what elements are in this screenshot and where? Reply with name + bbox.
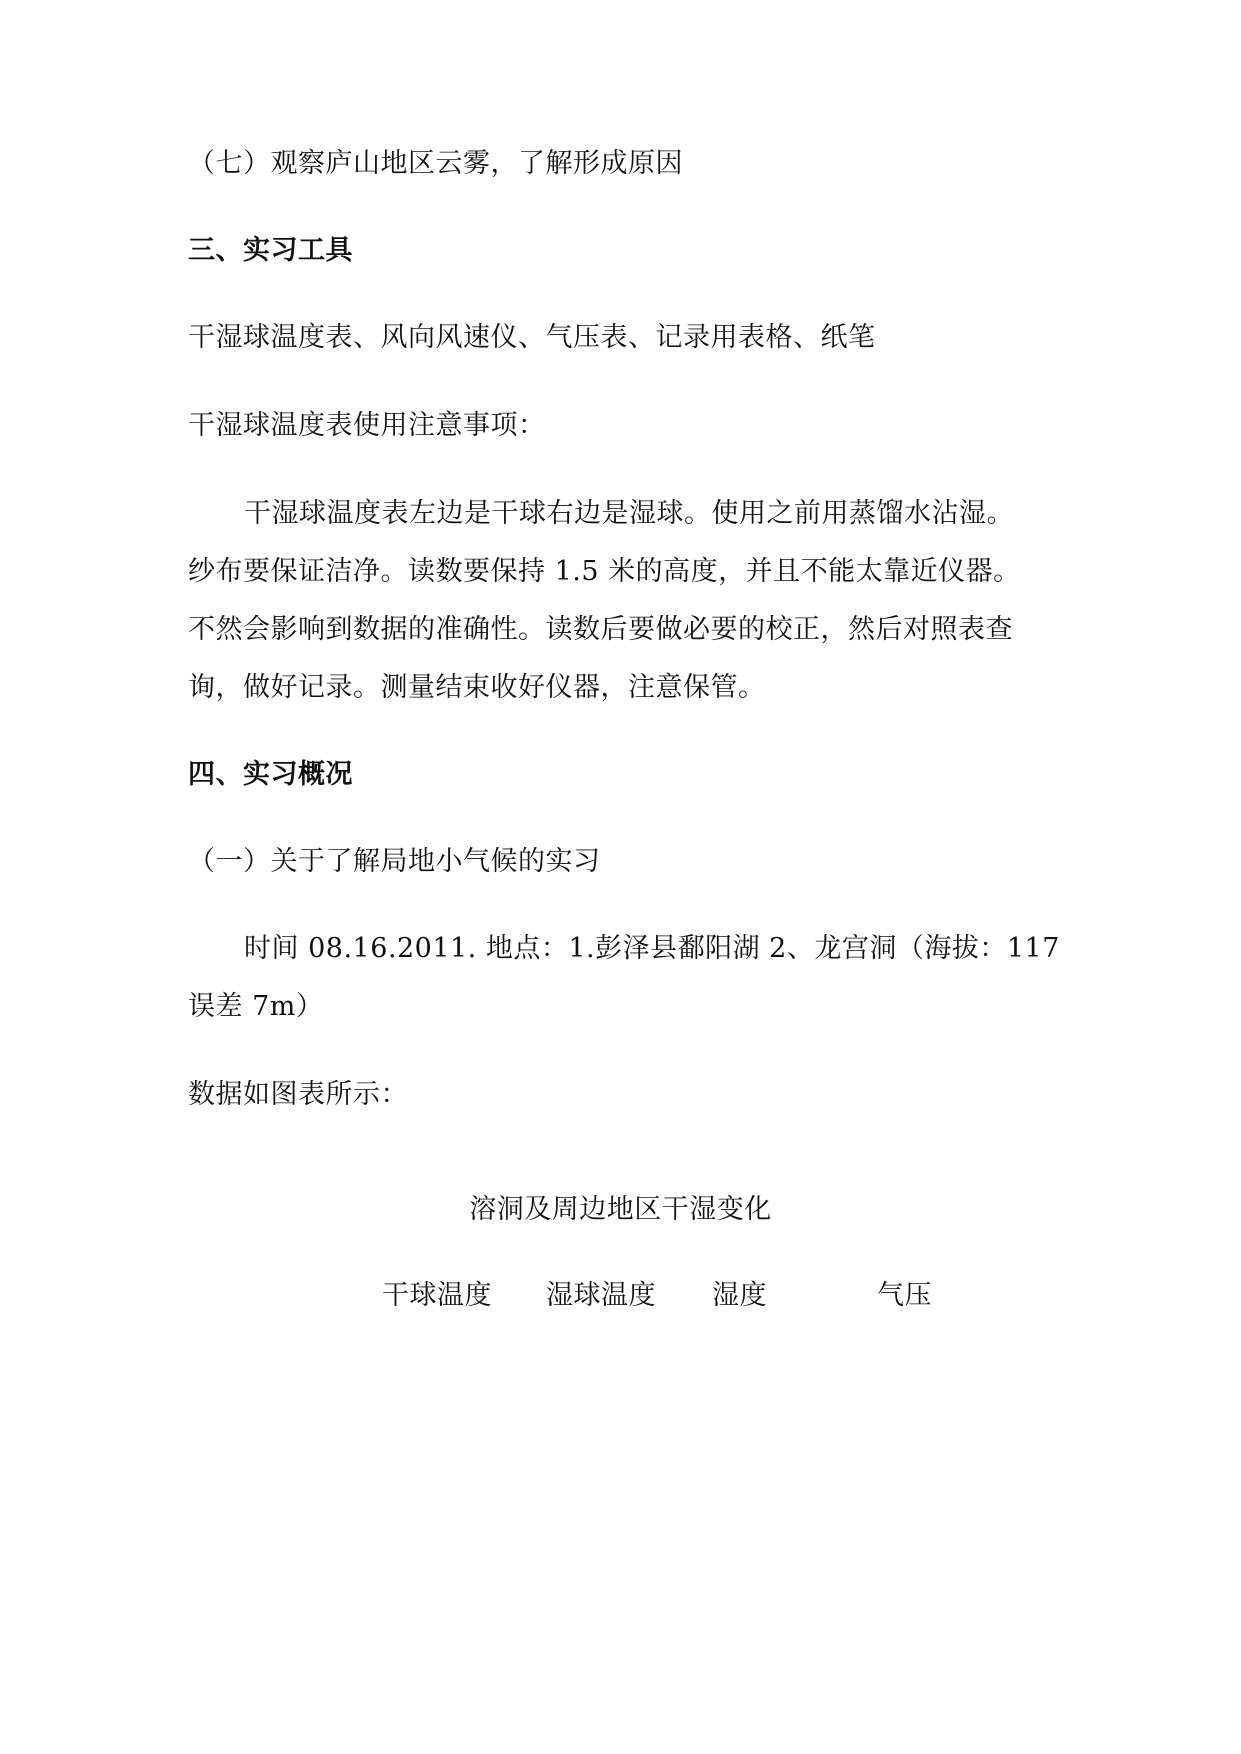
column-header-dry-bulb: 干球温度 [382,1280,492,1311]
notes-title: 干湿球温度表使用注意事项： [188,410,546,441]
column-header-wet-bulb: 湿球温度 [546,1280,656,1311]
notes-line-3: 不然会影响到数据的准确性。读数后要做必要的校正，然后对照表查 [188,614,1013,645]
section-7-item: （七）观察庐山地区云雾，了解形成原因 [188,148,683,179]
notes-line-4: 询，做好记录。测量结束收好仪器，注意保管。 [188,672,766,703]
section-3-heading: 三、实习工具 [188,235,353,266]
column-header-pressure: 气压 [877,1280,932,1311]
notes-line-2: 纱布要保证洁净。读数要保持 1.5 米的高度，并且不能太靠近仪器。 [188,556,1021,587]
time-place-line-1: 时间 08.16.2011. 地点：1.彭泽县鄱阳湖 2、龙宫洞（海拔：117 [244,933,1060,964]
table-title: 溶洞及周边地区干湿变化 [469,1194,772,1225]
tools-list: 干湿球温度表、风向风速仪、气压表、记录用表格、纸笔 [188,322,876,353]
section-4-heading: 四、实习概况 [188,759,353,790]
notes-line-1: 干湿球温度表左边是干球右边是湿球。使用之前用蒸馏水沾湿。 [244,498,1014,529]
column-header-humidity: 湿度 [712,1280,767,1311]
data-intro: 数据如图表所示： [188,1079,408,1110]
subsection-1-title: （一）关于了解局地小气候的实习 [188,846,601,877]
time-place-line-2: 误差 7m） [188,991,324,1022]
